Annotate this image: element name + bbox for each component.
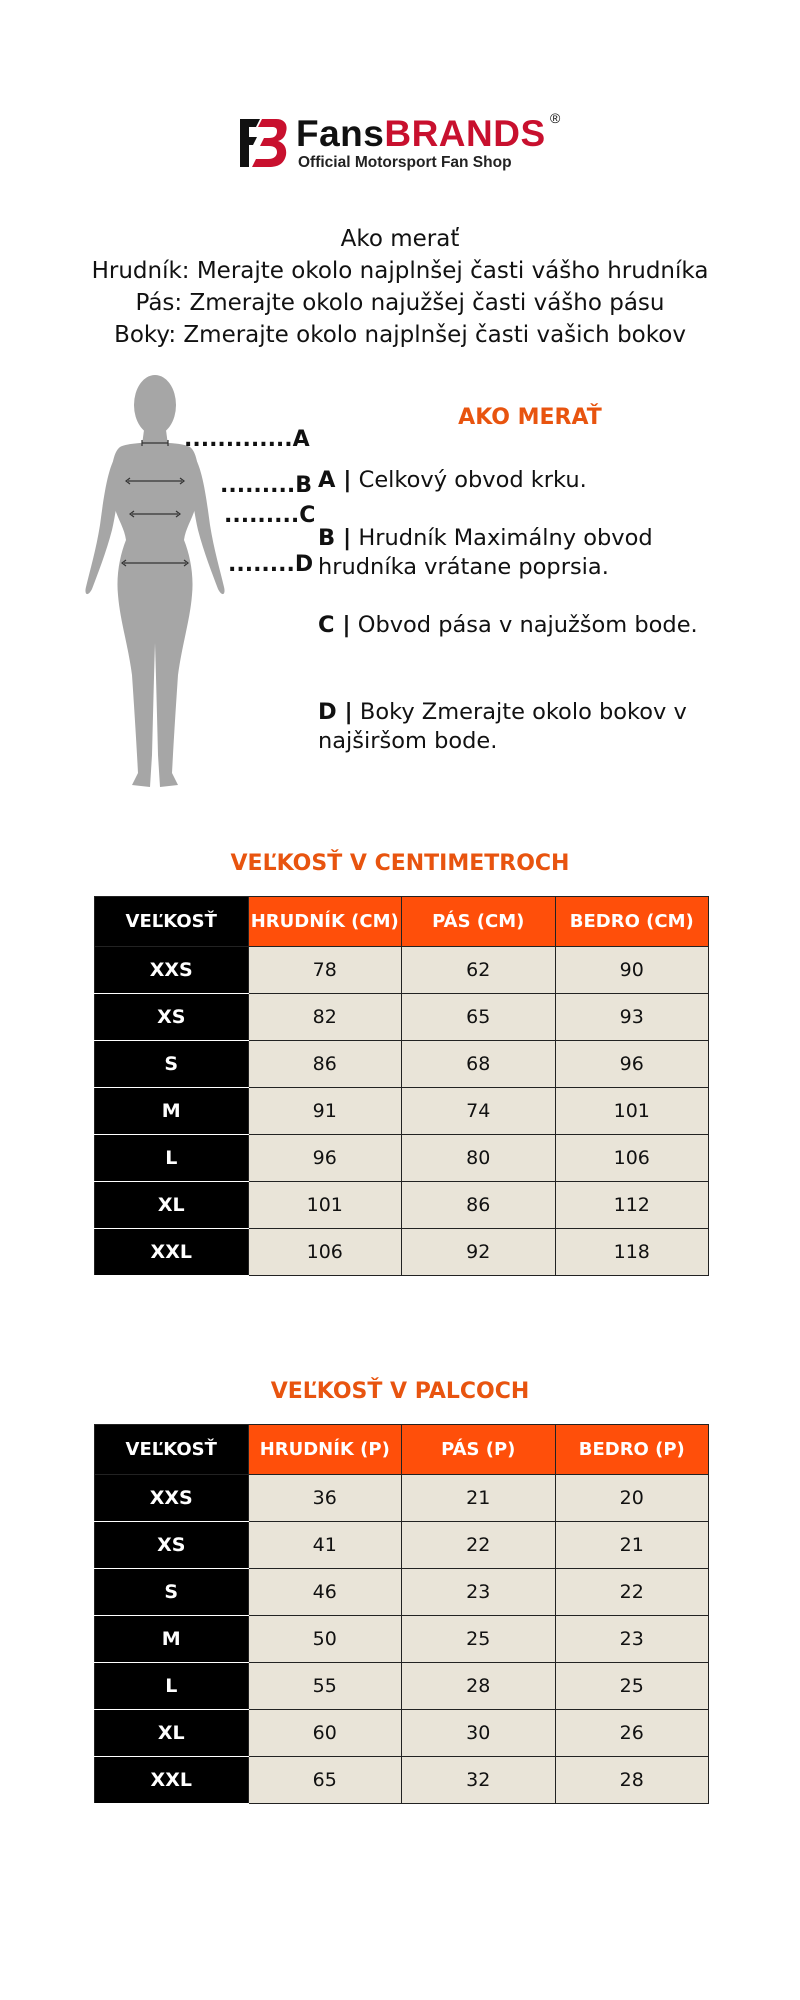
value-cell: 92 — [402, 1229, 556, 1276]
item-b-key: B | — [318, 525, 352, 551]
item-d-key: D | — [318, 699, 353, 725]
size-cell: XXL — [95, 1229, 249, 1276]
value-cell: 60 — [248, 1710, 402, 1757]
value-cell: 22 — [402, 1522, 556, 1569]
value-cell: 28 — [555, 1757, 709, 1804]
value-cell: 23 — [555, 1616, 709, 1663]
intro-waist: Pás: Zmerajte okolo najužšej časti vášho pásu — [135, 290, 665, 316]
table-header-row — [95, 897, 709, 947]
table-row — [95, 1229, 709, 1276]
value-cell: 55 — [248, 1663, 402, 1710]
table-header-row — [95, 1425, 709, 1475]
size-cell: M — [95, 1616, 249, 1663]
item-a-text: Celkový obvod krku. — [358, 467, 587, 493]
table-row — [95, 1710, 709, 1757]
value-cell: 106 — [248, 1229, 402, 1276]
value-cell: 106 — [555, 1135, 709, 1182]
col-header-chest: HRUDNÍK (P) — [248, 1425, 402, 1475]
cm-size-table — [94, 896, 709, 1276]
value-cell: 91 — [248, 1088, 402, 1135]
measure-item-c — [318, 611, 738, 640]
size-cell: M — [95, 1088, 249, 1135]
value-cell: 36 — [248, 1475, 402, 1522]
value-cell: 90 — [555, 947, 709, 994]
value-cell: 112 — [555, 1182, 709, 1229]
logo-tagline: Official Motorsport Fan Shop — [298, 154, 512, 171]
value-cell: 78 — [248, 947, 402, 994]
fb-logo-mark-icon — [238, 115, 290, 171]
table-row — [95, 994, 709, 1041]
value-cell: 96 — [248, 1135, 402, 1182]
value-cell: 32 — [402, 1757, 556, 1804]
in-size-table — [94, 1424, 709, 1804]
size-cell: XXS — [95, 1475, 249, 1522]
measure-item-b — [318, 524, 738, 582]
size-cell: XS — [95, 1522, 249, 1569]
col-header-hip: BEDRO (P) — [555, 1425, 709, 1475]
value-cell: 80 — [402, 1135, 556, 1182]
value-cell: 26 — [555, 1710, 709, 1757]
table-row — [95, 1663, 709, 1710]
value-cell: 21 — [555, 1522, 709, 1569]
cm-table-title: VEĽKOSŤ V CENTIMETROCH — [230, 851, 570, 876]
size-cell: XS — [95, 994, 249, 1041]
value-cell: 25 — [555, 1663, 709, 1710]
size-cell: XL — [95, 1182, 249, 1229]
cm-table-body — [95, 947, 709, 1276]
value-cell: 25 — [402, 1616, 556, 1663]
table-row — [95, 1182, 709, 1229]
table-row — [95, 1088, 709, 1135]
table-row — [95, 1569, 709, 1616]
col-header-waist: PÁS (CM) — [402, 897, 556, 947]
value-cell: 22 — [555, 1569, 709, 1616]
value-cell: 20 — [555, 1475, 709, 1522]
mark-a: .............A — [184, 427, 310, 452]
size-cell: S — [95, 1041, 249, 1088]
table-row — [95, 1522, 709, 1569]
col-header-size: VEĽKOSŤ — [95, 897, 249, 947]
intro-hips: Boky: Zmerajte okolo najplnšej časti vašich bokov — [114, 322, 686, 348]
value-cell: 23 — [402, 1569, 556, 1616]
item-c-key: C | — [318, 612, 351, 638]
size-cell: L — [95, 1135, 249, 1182]
size-cell: XXS — [95, 947, 249, 994]
logo-wordmark — [296, 114, 546, 154]
value-cell: 65 — [402, 994, 556, 1041]
measure-item-d — [318, 698, 738, 756]
table-row — [95, 1757, 709, 1804]
value-cell: 68 — [402, 1041, 556, 1088]
value-cell: 96 — [555, 1041, 709, 1088]
value-cell: 118 — [555, 1229, 709, 1276]
value-cell: 82 — [248, 994, 402, 1041]
col-header-hip: BEDRO (CM) — [555, 897, 709, 947]
in-table-title: VEĽKOSŤ V PALCOCH — [270, 1379, 530, 1404]
value-cell: 93 — [555, 994, 709, 1041]
table-row — [95, 1041, 709, 1088]
col-header-chest: HRUDNÍK (CM) — [248, 897, 402, 947]
measure-intro — [0, 223, 800, 351]
size-cell: XL — [95, 1710, 249, 1757]
item-b-text: Hrudník Maximálny obvod hrudníka vrátane poprsia. — [318, 525, 653, 580]
in-table-body — [95, 1475, 709, 1804]
table-row — [95, 1616, 709, 1663]
intro-heading: Ako merať — [340, 226, 460, 252]
table-row — [95, 947, 709, 994]
table-row — [95, 1135, 709, 1182]
value-cell: 50 — [248, 1616, 402, 1663]
value-cell: 86 — [248, 1041, 402, 1088]
value-cell: 101 — [555, 1088, 709, 1135]
size-cell: S — [95, 1569, 249, 1616]
value-cell: 46 — [248, 1569, 402, 1616]
value-cell: 30 — [402, 1710, 556, 1757]
value-cell: 28 — [402, 1663, 556, 1710]
value-cell: 41 — [248, 1522, 402, 1569]
registered-mark: ® — [550, 110, 561, 126]
mark-d: ........D — [228, 552, 314, 577]
logo-brands: BRANDS — [384, 113, 546, 154]
intro-chest: Hrudník: Merajte okolo najplnšej časti vášho hrudníka — [91, 258, 709, 284]
size-cell: L — [95, 1663, 249, 1710]
value-cell: 74 — [402, 1088, 556, 1135]
fansbrands-logo — [238, 110, 568, 180]
value-cell: 86 — [402, 1182, 556, 1229]
how-to-measure-title: AKO MERAŤ — [458, 405, 602, 430]
body-figure — [70, 375, 316, 795]
item-d-text: Boky Zmerajte okolo bokov v najširšom bode. — [318, 699, 687, 754]
col-header-size: VEĽKOSŤ — [95, 1425, 249, 1475]
mark-c: .........C — [224, 503, 316, 528]
col-header-waist: PÁS (P) — [402, 1425, 556, 1475]
value-cell: 101 — [248, 1182, 402, 1229]
value-cell: 65 — [248, 1757, 402, 1804]
item-a-key: A | — [318, 467, 352, 493]
measure-item-a — [318, 466, 738, 495]
value-cell: 62 — [402, 947, 556, 994]
mark-b: .........B — [220, 473, 312, 498]
value-cell: 21 — [402, 1475, 556, 1522]
size-cell: XXL — [95, 1757, 249, 1804]
item-c-text: Obvod pása v najužšom bode. — [357, 612, 698, 638]
logo-fans: Fans — [296, 113, 385, 154]
table-row — [95, 1475, 709, 1522]
